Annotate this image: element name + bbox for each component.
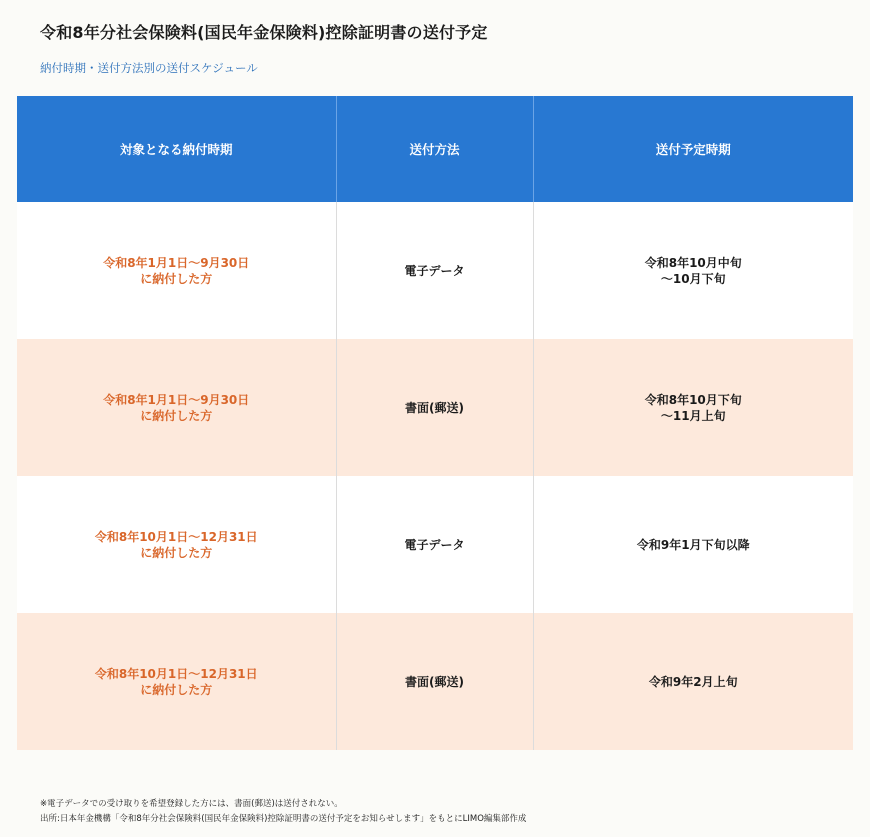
table-row	[17, 613, 853, 750]
period-cell: 令和8年10月1日〜12月31日 に納付した方	[17, 613, 336, 750]
table-row	[17, 339, 853, 476]
period-cell: 令和8年10月1日〜12月31日 に納付した方	[17, 476, 336, 613]
method-cell: 電子データ	[336, 202, 533, 339]
header-schedule: 送付予定時期	[533, 96, 853, 202]
period-cell: 令和8年1月1日〜9月30日 に納付した方	[17, 202, 336, 339]
table-row	[17, 202, 853, 339]
table-header-row	[17, 96, 853, 202]
method-cell: 電子データ	[336, 476, 533, 613]
table-row	[17, 476, 853, 613]
schedule-cell: 令和8年10月下旬 〜11月上旬	[533, 339, 853, 476]
source-note: 出所:日本年金機構「令和8年分社会保険料(国民年金保険料)控除証明書の送付予定をお知らせします」をもとにLIMO編集部作成	[40, 814, 527, 824]
method-cell: 書面(郵送)	[336, 339, 533, 476]
period-cell: 令和8年1月1日〜9月30日 に納付した方	[17, 339, 336, 476]
schedule-cell: 令和9年1月下旬以降	[533, 476, 853, 613]
footnote: ※電子データでの受け取りを希望登録した方には、書面(郵送)は送付されない。	[40, 799, 343, 809]
schedule-table	[17, 96, 853, 750]
method-cell: 書面(郵送)	[336, 613, 533, 750]
schedule-cell: 令和8年10月中旬 〜10月下旬	[533, 202, 853, 339]
schedule-cell: 令和9年2月上旬	[533, 613, 853, 750]
page-subtitle: 納付時期・送付方法別の送付スケジュール	[40, 61, 258, 75]
header-period: 対象となる納付時期	[17, 96, 336, 202]
header-method: 送付方法	[336, 96, 533, 202]
page-title: 令和8年分社会保険料(国民年金保険料)控除証明書の送付予定	[40, 23, 488, 42]
